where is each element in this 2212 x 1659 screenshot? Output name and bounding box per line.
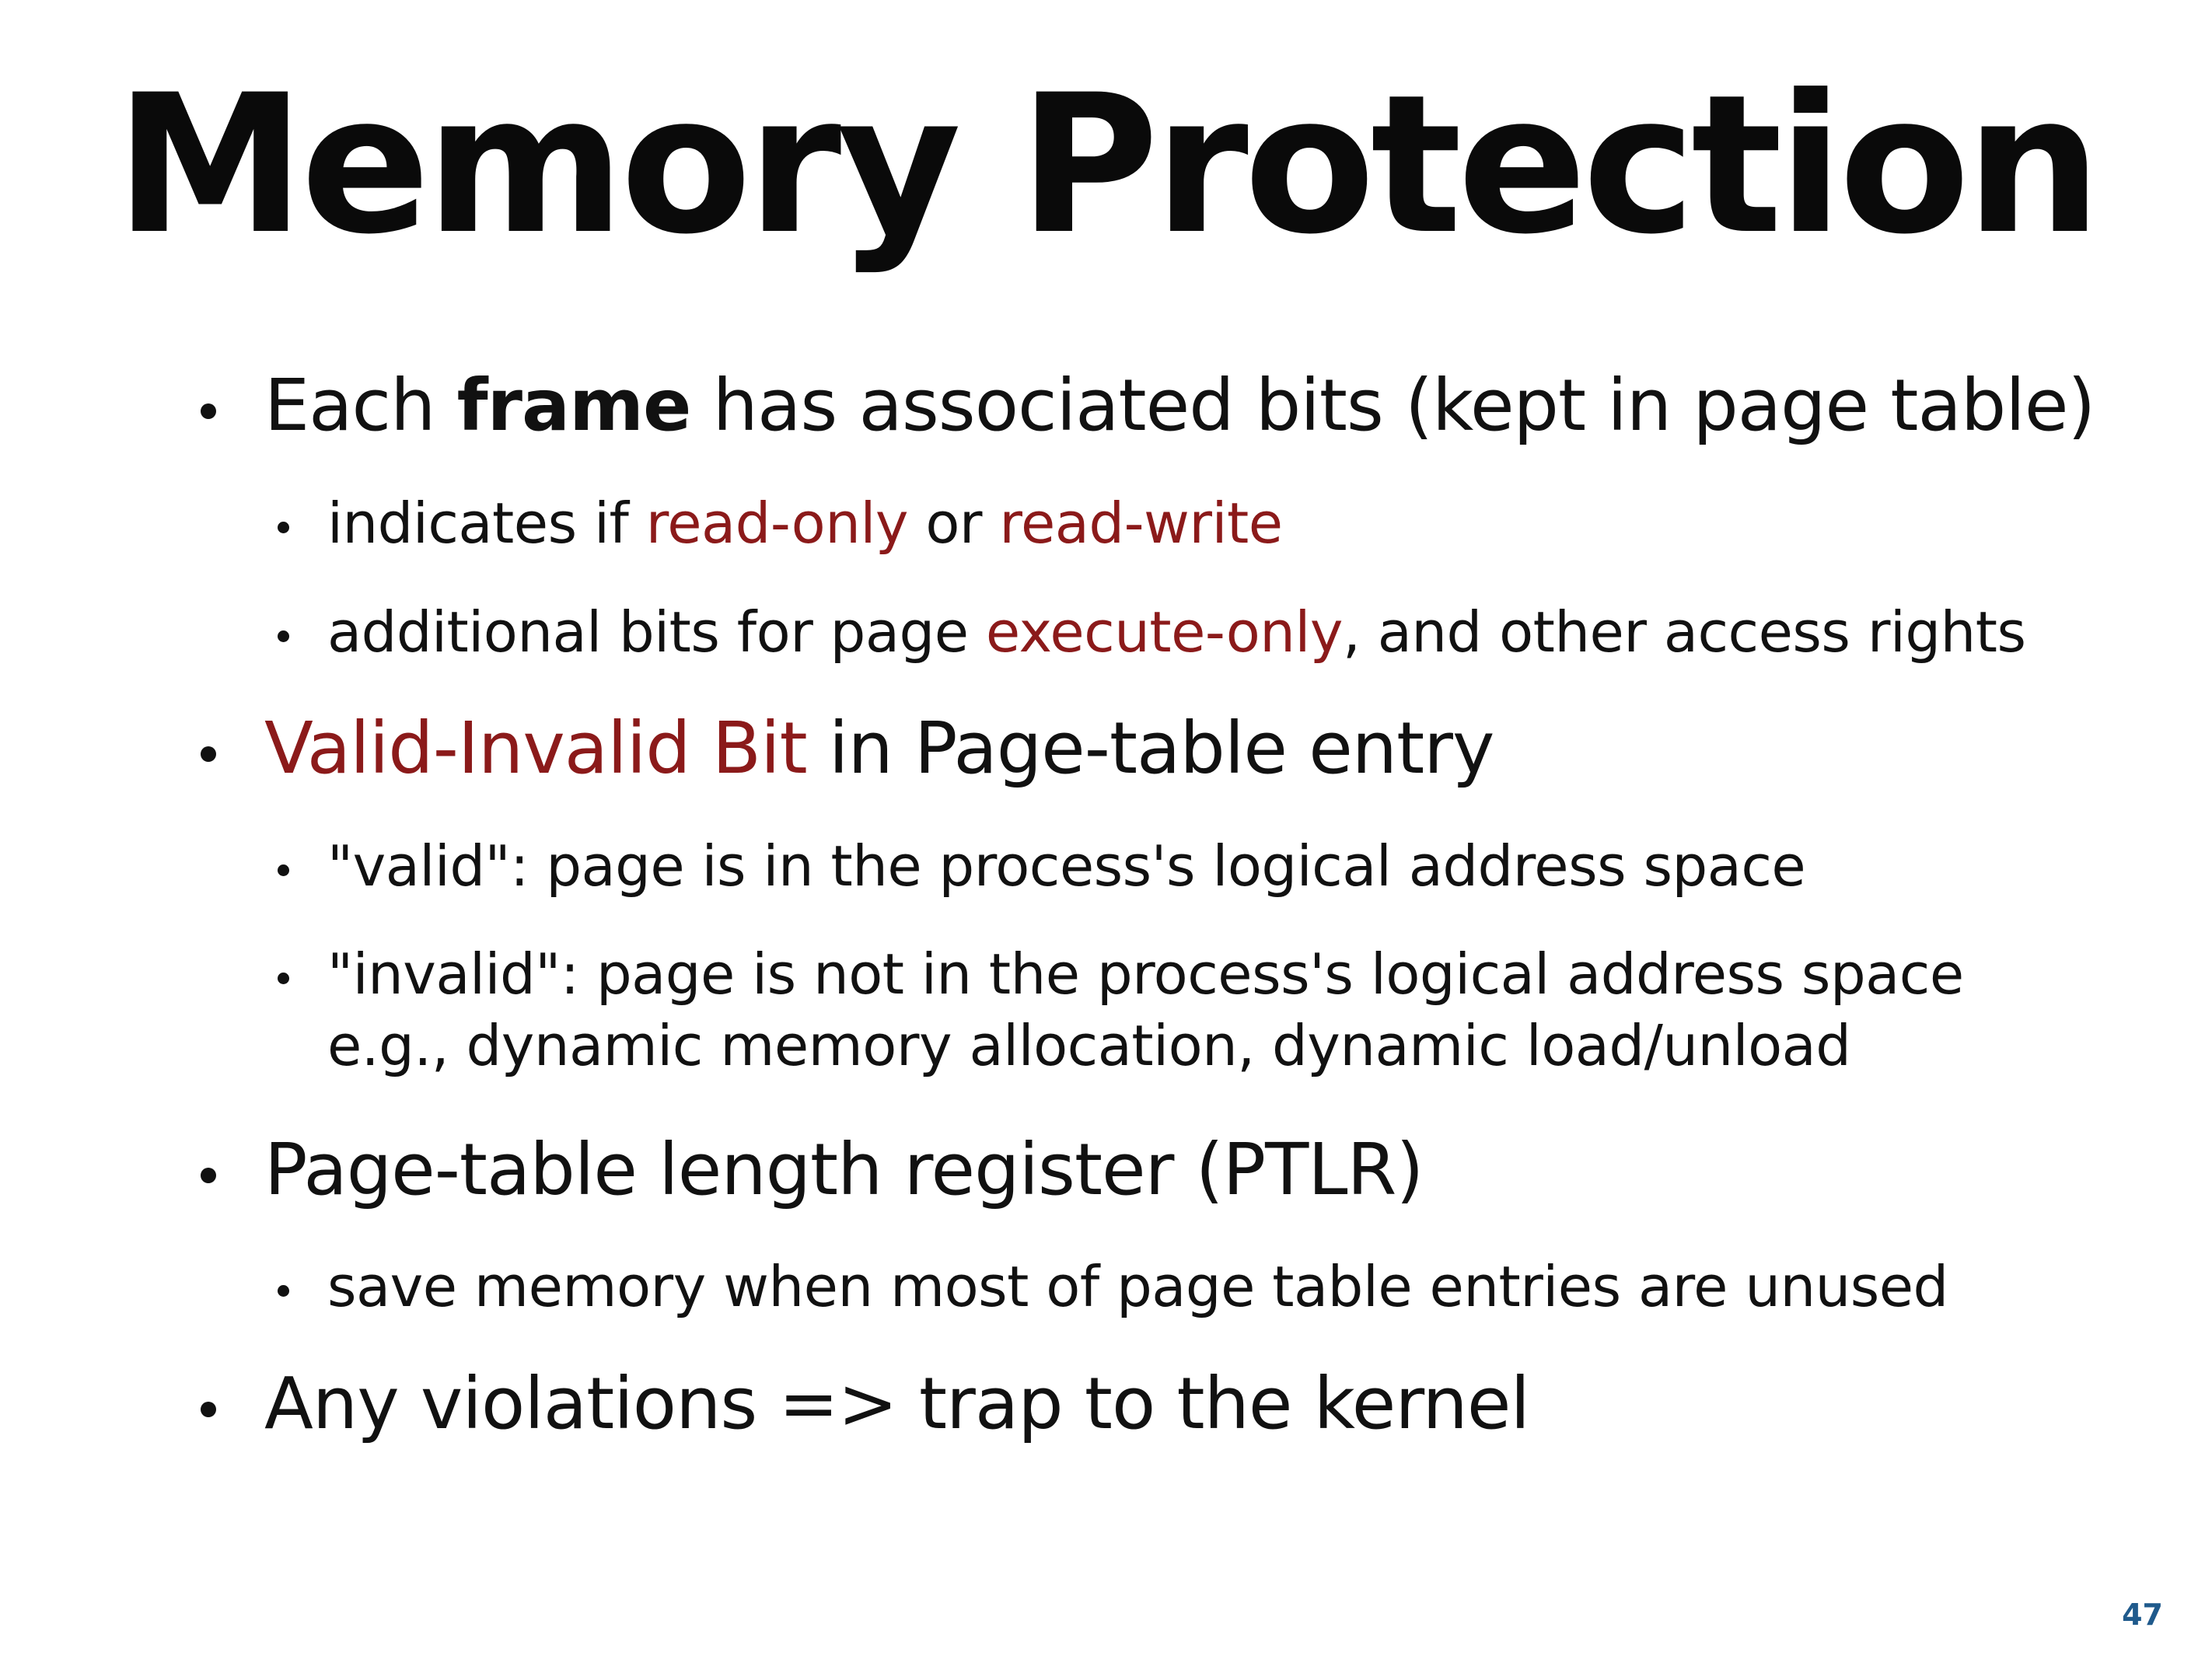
bullet-text: in Page-table entry xyxy=(806,707,1494,790)
sub-bullet-dot xyxy=(278,973,289,984)
sub-bullet-text: save memory when most of page table entries are unused xyxy=(327,1254,1948,1319)
bullet-text: Any violations => trap to the kernel xyxy=(264,1362,1530,1445)
bullet-dot xyxy=(201,1168,216,1183)
sub-bullet-item xyxy=(327,1254,1948,1319)
sub-bullet-highlight: execute-only xyxy=(985,599,1343,665)
bullet-item xyxy=(264,364,2095,447)
sub-bullet-text: additional bits for page xyxy=(327,599,986,665)
bullet-text: Page-table length register (PTLR) xyxy=(264,1128,1424,1211)
sub-bullet-highlight: read-only xyxy=(645,491,908,556)
sub-bullet-item xyxy=(327,491,1283,556)
sub-bullet-item xyxy=(327,833,1805,899)
sub-bullet-text: "valid": page is in the process's logical address space xyxy=(327,833,1806,899)
slide-title: Memory Protection xyxy=(114,54,2098,277)
bullet-text: Each xyxy=(264,364,457,447)
sub-bullet-continuation: e.g., dynamic memory allocation, dynamic load/unload xyxy=(327,1013,1851,1078)
bullet-dot xyxy=(201,403,216,419)
sub-bullet-item xyxy=(327,941,1964,1007)
sub-bullet-text: , and other access rights xyxy=(1343,599,2026,665)
bullet-highlight: Valid-Invalid Bit xyxy=(264,707,807,790)
bullet-bold-term: frame xyxy=(456,364,691,447)
bullet-item xyxy=(264,707,1494,790)
bullet-dot xyxy=(201,1402,216,1417)
sub-bullet-dot xyxy=(278,864,289,876)
bullet-text: has associated bits (kept in page table) xyxy=(690,364,2095,447)
bullet-dot xyxy=(201,746,216,762)
page-number: 47 xyxy=(2122,1598,2163,1632)
sub-bullet-text: indicates if xyxy=(327,491,646,556)
sub-bullet-item xyxy=(327,599,2026,665)
sub-bullet-dot xyxy=(278,1285,289,1297)
sub-bullet-text: or xyxy=(907,491,1000,556)
bullet-item xyxy=(264,1128,1423,1211)
sub-bullet-dot xyxy=(278,630,289,642)
bullet-item xyxy=(264,1362,1529,1445)
sub-bullet-text: "invalid": page is not in the process's logical address space xyxy=(327,941,1964,1007)
sub-bullet-highlight: read-write xyxy=(999,491,1283,556)
sub-bullet-dot xyxy=(278,522,289,533)
